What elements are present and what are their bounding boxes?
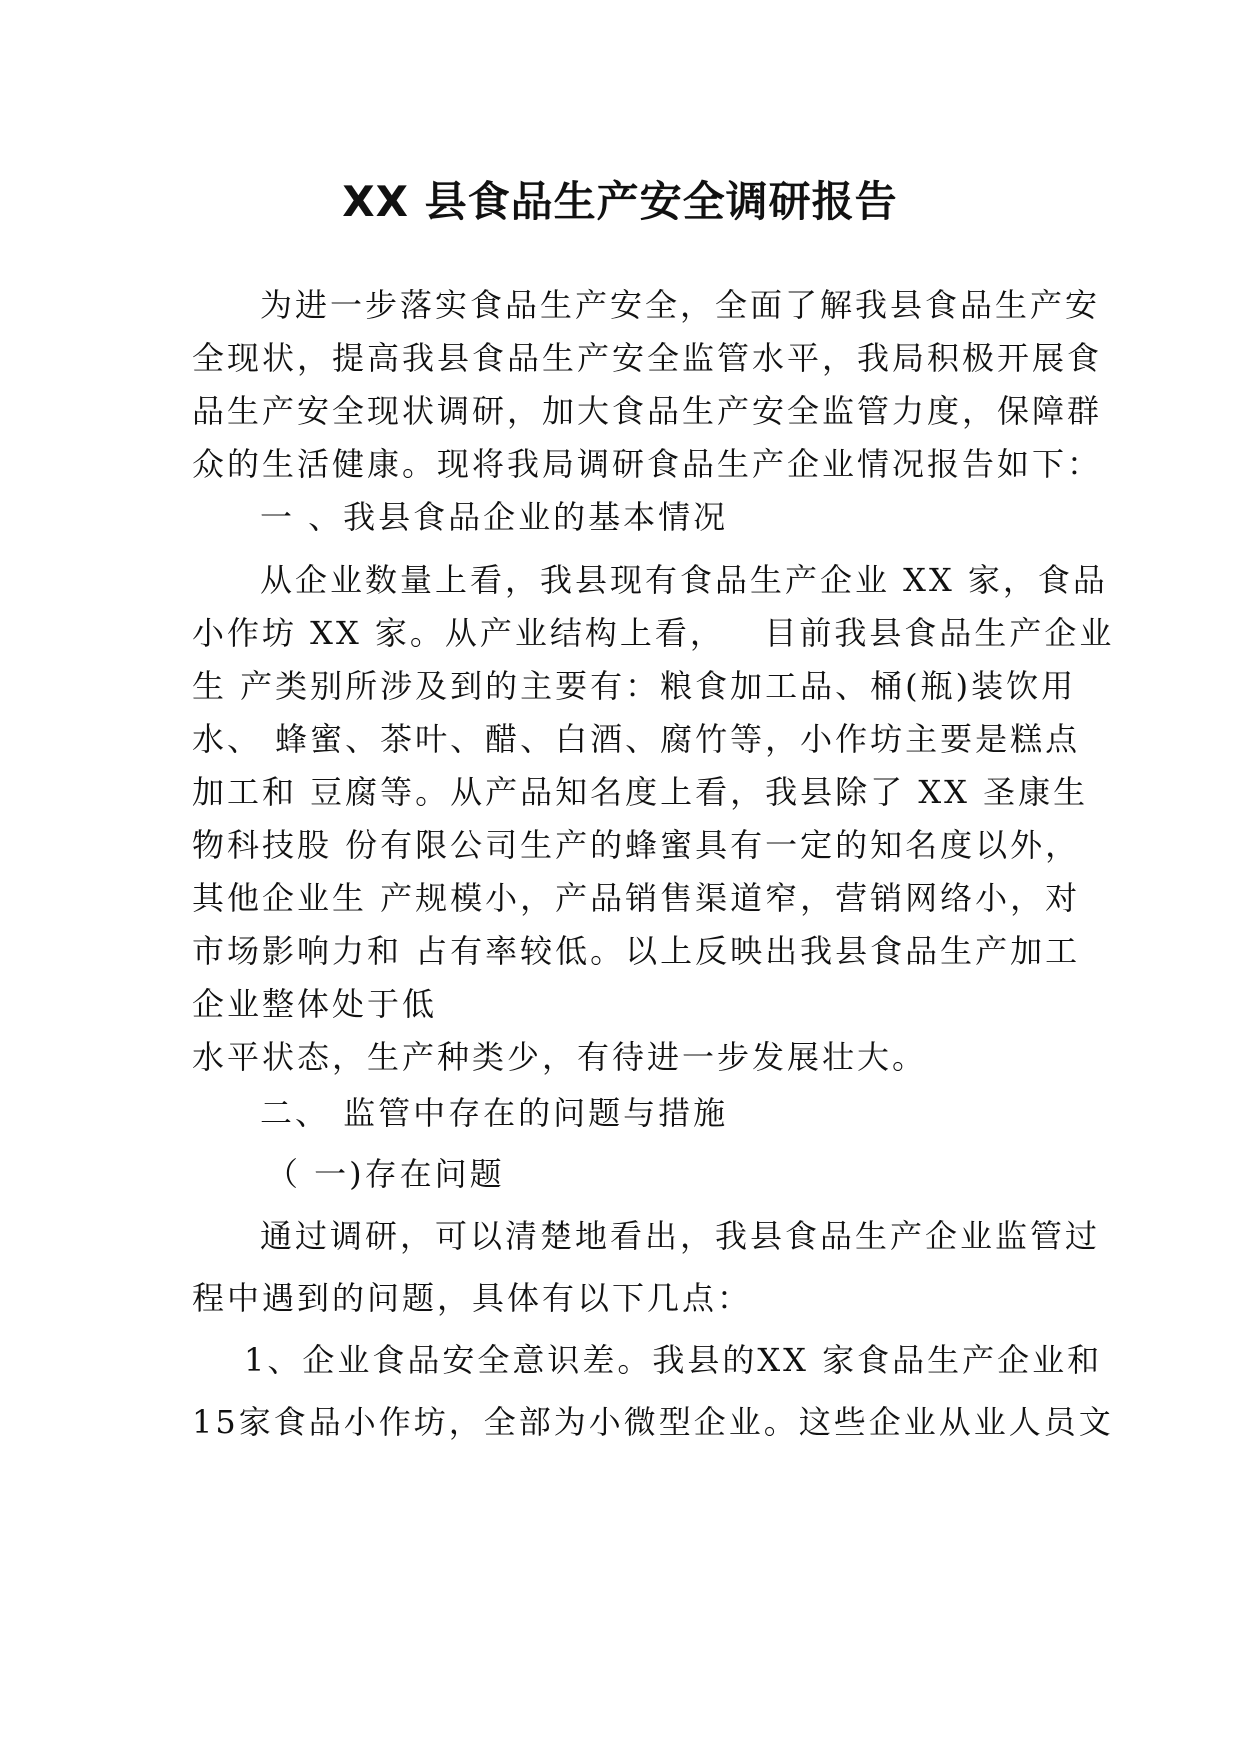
paragraph-line: 15家食品小作坊，全部为小微型企业。这些企业从业人员文 [192,1403,1114,1441]
paragraph-line: 通过调研，可以清楚地看出，我县食品生产企业监管过 [260,1217,1101,1255]
section-heading: 一 、我县食品企业的基本情况 [260,498,729,536]
paragraph-line: 品生产安全现状调研，加大食品生产安全监管力度，保障群 [192,392,1103,430]
paragraph-line: 从企业数量上看，我县现有食品生产企业 XX 家，食品 [260,561,1108,599]
section-heading: 二、 监管中存在的问题与措施 [260,1094,729,1132]
paragraph-line: 众的生活健康。现将我局调研食品生产企业情况报告如下： [192,445,1103,483]
paragraph-line: 其他企业生 产规模小，产品销售渠道窄，营销网络小，对 [192,879,1081,917]
paragraph-line: 生 产类别所涉及到的主要有：粮食加工品、桶(瓶)装饮用 [192,667,1077,705]
document-title: XX 县食品生产安全调研报告 [342,177,898,226]
paragraph-line: 程中遇到的问题，具体有以下几点： [192,1279,753,1317]
paragraph-line: 物科技股 份有限公司生产的蜂蜜具有一定的知名度以外， [192,826,1081,864]
paragraph-line: 市场影响力和 占有率较低。以上反映出我县食品生产加工 [192,932,1081,970]
paragraph-line: 加工和 豆腐等。从产品知名度上看，我县除了 XX 圣康生 [192,773,1089,811]
paragraph-line: 水平状态，生产种类少，有待进一步发展壮大。 [192,1038,928,1076]
paragraph-line: 全现状，提高我县食品生产安全监管水平，我局积极开展食 [192,339,1103,377]
list-item: 1、企业食品安全意识差。我县的XX 家食品生产企业和 [244,1341,1103,1379]
paragraph-line: 为进一步落实食品生产安全，全面了解我县食品生产安 [260,286,1101,324]
paragraph-line: 水、 蜂蜜、茶叶、醋、白酒、腐竹等，小作坊主要是糕点 [192,720,1081,758]
subsection-heading: （ 一)存在问题 [266,1155,505,1193]
paragraph-line: 小作坊 XX 家。从产业结构上看， 目前我县食品生产企业 [192,614,1115,652]
paragraph-line: 企业整体处于低 [192,985,438,1023]
